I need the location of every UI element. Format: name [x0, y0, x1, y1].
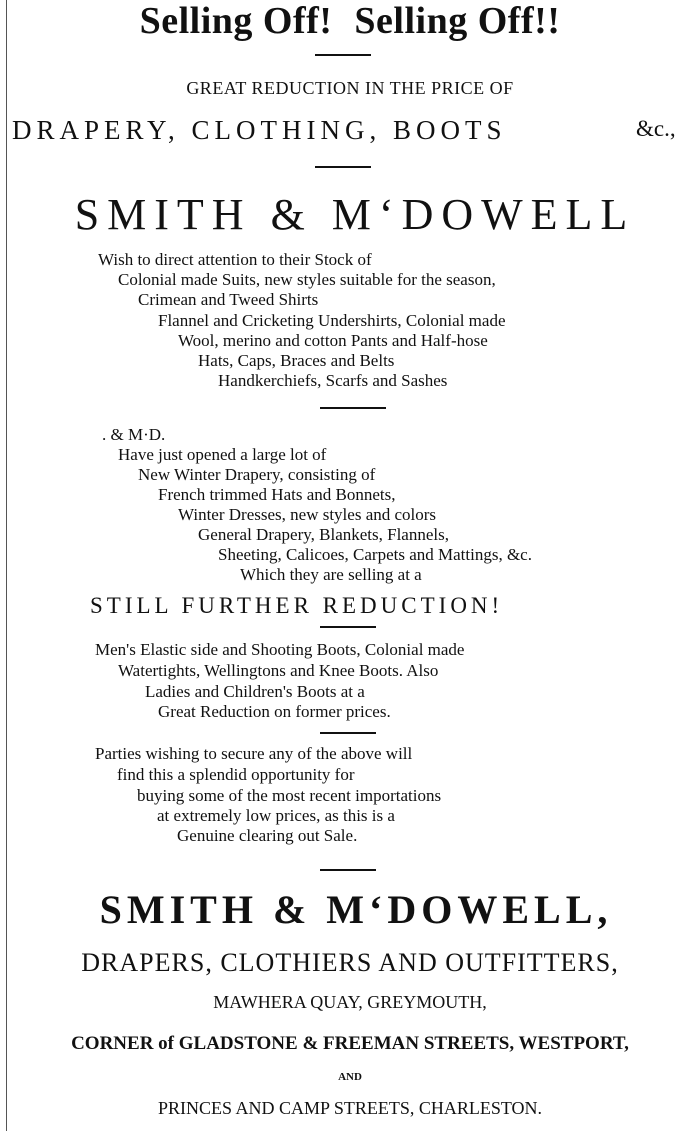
- divider-rule: [320, 732, 376, 734]
- sale-line: at extremely low prices, as this is a: [157, 806, 395, 825]
- stock-line: Wool, merino and cotton Pants and Half-hose: [178, 331, 488, 350]
- boots-line: Great Reduction on former prices.: [158, 702, 391, 721]
- headline-selling-off-2: Selling Off!!: [354, 0, 561, 42]
- trades-line: DRAPERS, CLOTHIERS AND OUTFITTERS,: [81, 948, 619, 977]
- headline-selling-off-1: Selling Off!: [139, 0, 333, 42]
- goods-etc: &c.,: [636, 116, 676, 141]
- divider-rule: [320, 869, 376, 871]
- winter-line: Have just opened a large lot of: [118, 445, 327, 464]
- headline: [0, 2, 700, 40]
- winter-line: Sheeting, Calicoes, Carpets and Mattings, &c.: [218, 545, 532, 564]
- winter-line: General Drapery, Blankets, Flannels,: [198, 525, 449, 544]
- stock-line: Hats, Caps, Braces and Belts: [198, 351, 395, 370]
- address-greymouth: MAWHERA QUAY, GREYMOUTH,: [213, 992, 487, 1012]
- further-reduction-headline: STILL FURTHER REDUCTION!: [90, 593, 504, 618]
- divider-rule: [315, 166, 371, 168]
- sale-line: Parties wishing to secure any of the above will: [95, 744, 413, 763]
- firm-name-top: SMITH & M‘DOWELL: [74, 190, 636, 239]
- divider-rule: [320, 626, 376, 628]
- stock-line: Wish to direct attention to their Stock of: [98, 250, 372, 269]
- boots-line: Watertights, Wellingtons and Knee Boots. Also: [118, 661, 439, 680]
- winter-line: Winter Dresses, new styles and colors: [178, 505, 437, 524]
- boots-line: Ladies and Children's Boots at a: [145, 682, 365, 701]
- sale-line: Genuine clearing out Sale.: [177, 826, 358, 845]
- goods-heading: DRAPERY, CLOTHING, BOOTS: [12, 115, 507, 145]
- stock-line: Crimean and Tweed Shirts: [138, 290, 319, 309]
- stock-line: Colonial made Suits, new styles suitable for the season,: [118, 270, 496, 289]
- divider-rule: [320, 407, 386, 409]
- reduction-intro: GREAT REDUCTION IN THE PRICE OF: [186, 78, 514, 98]
- stock-line: Flannel and Cricketing Undershirts, Colonial made: [158, 311, 506, 330]
- winter-line: Which they are selling at a: [240, 565, 422, 584]
- winter-line: French trimmed Hats and Bonnets,: [158, 485, 396, 504]
- winter-line: New Winter Drapery, consisting of: [138, 465, 376, 484]
- firm-name-footer: SMITH & M‘DOWELL,: [99, 887, 613, 932]
- sale-line: find this a splendid opportunity for: [117, 765, 355, 784]
- stock-line: Handkerchiefs, Scarfs and Sashes: [218, 371, 448, 390]
- address-westport: CORNER of GLADSTONE & FREEMAN STREETS, WESTPORT,: [71, 1033, 629, 1054]
- address-charleston: PRINCES AND CAMP STREETS, CHARLESTON.: [157, 1098, 543, 1118]
- winter-line: . & M·D.: [102, 425, 166, 444]
- and-separator: AND: [338, 1071, 362, 1083]
- sale-line: buying some of the most recent importations: [137, 786, 442, 805]
- divider-rule: [315, 54, 371, 56]
- boots-line: Men's Elastic side and Shooting Boots, Colonial made: [95, 640, 465, 659]
